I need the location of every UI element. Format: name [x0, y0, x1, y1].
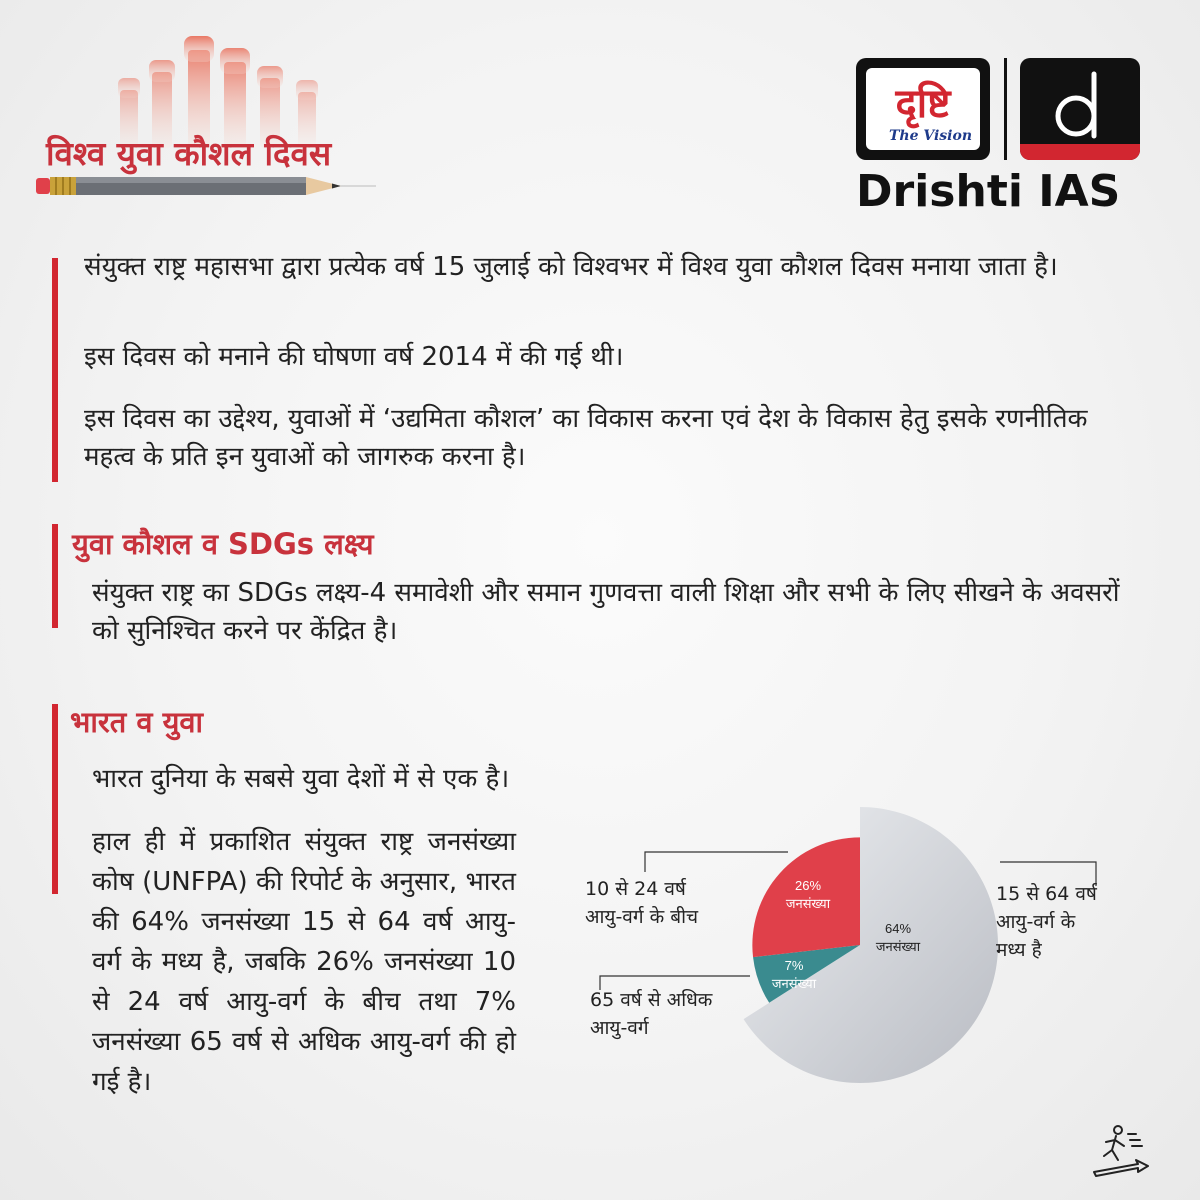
pencil-icon — [36, 172, 376, 200]
callout-working-line-1: 15 से 64 वर्ष — [996, 883, 1097, 905]
india-heading: भारत व युवा — [70, 705, 204, 739]
callout-young-line-1: 10 से 24 वर्ष — [585, 878, 686, 900]
india-paragraph-1: भारत दुनिया के सबसे युवा देशों में से एक है। — [92, 764, 510, 794]
runner-arrow-icon — [1088, 1120, 1152, 1180]
slice-old-pct: 7% — [784, 958, 804, 973]
sdg-heading: युवा कौशल व SDGs लक्ष्य — [72, 527, 374, 561]
drishti-logo[interactable] — [856, 58, 990, 160]
callout-old-line-2: आयु-वर्ग — [590, 1017, 649, 1039]
logo-red-bar — [1020, 144, 1140, 160]
d-letter-icon — [1052, 70, 1108, 140]
callout-working-line-2: आयु-वर्ग के — [996, 911, 1076, 933]
callout-old — [590, 986, 712, 1042]
callout-working — [996, 880, 1097, 964]
slice-working-pct: 64% — [884, 921, 912, 936]
intro-paragraph-1: संयुक्त राष्ट्र महासभा द्वारा प्रत्येक वर्ष 15 जुलाई को विश्वभर में विश्व युवा कौशल दिवस मनाया जाता है। — [84, 252, 1058, 282]
logo-hindi-text: दृष्टि — [895, 81, 951, 127]
intro-paragraph-2: इस दिवस को मनाने की घोषणा वर्ष 2014 में की गई थी। — [84, 342, 624, 372]
callout-young — [585, 875, 698, 931]
sdg-accent-bar — [52, 524, 58, 628]
slice-working-unit: जनसंख्या — [875, 939, 921, 954]
logo-inner — [866, 68, 980, 150]
intro-paragraph-3: इस दिवस का उद्देश्य, युवाओं में ‘उद्यमिता कौशल’ का विकास करना एवं देश के विकास हेतु इसके रणनीतिक महत्व के प्रति इन युवाओं को जागरुक करना है। — [84, 404, 1088, 472]
leader-young — [645, 852, 788, 872]
india-accent-bar — [52, 704, 58, 894]
intro-accent-bar — [52, 258, 58, 482]
logo-divider — [1004, 58, 1007, 160]
callout-old-line-1: 65 वर्ष से अधिक — [590, 989, 713, 1011]
brand-name: Drishti IAS — [856, 166, 1121, 217]
callout-working-line-3: मध्य है — [996, 939, 1042, 961]
slice-young-pct: 26% — [794, 878, 822, 893]
slice-old-unit: जनसंख्या — [771, 976, 817, 991]
logo-tagline: The Vision — [888, 128, 972, 144]
india-paragraph-2: हाल ही में प्रकाशित संयुक्त राष्ट्र जनसंख्या कोष (UNFPA) की रिपोर्ट के अनुसार, भारत की 64% जनसंख्या 15 से 64 वर्ष आयु-वर्ग के मध्य है, जबकि 26% जनसंख्या 10 से 24 वर्ष आयु-वर्ग के बीच तथा 7% जनसंख्या 65 वर्ष से अधिक आयु-वर्ग की हो गई है। — [92, 827, 516, 1097]
sdg-body: संयुक्त राष्ट्र का SDGs लक्ष्य-4 समावेशी और समान गुणवत्ता वाली शिक्षा और सभी के लिए सीखने के अवसरों को सुनिश्चित करने पर केंद्रित है। — [92, 578, 1120, 646]
drishti-app-logo[interactable] — [1020, 58, 1140, 160]
event-title: विश्व युवा कौशल दिवस — [46, 134, 332, 173]
slice-young-unit: जनसंख्या — [785, 896, 831, 911]
callout-young-line-2: आयु-वर्ग के बीच — [585, 906, 699, 928]
